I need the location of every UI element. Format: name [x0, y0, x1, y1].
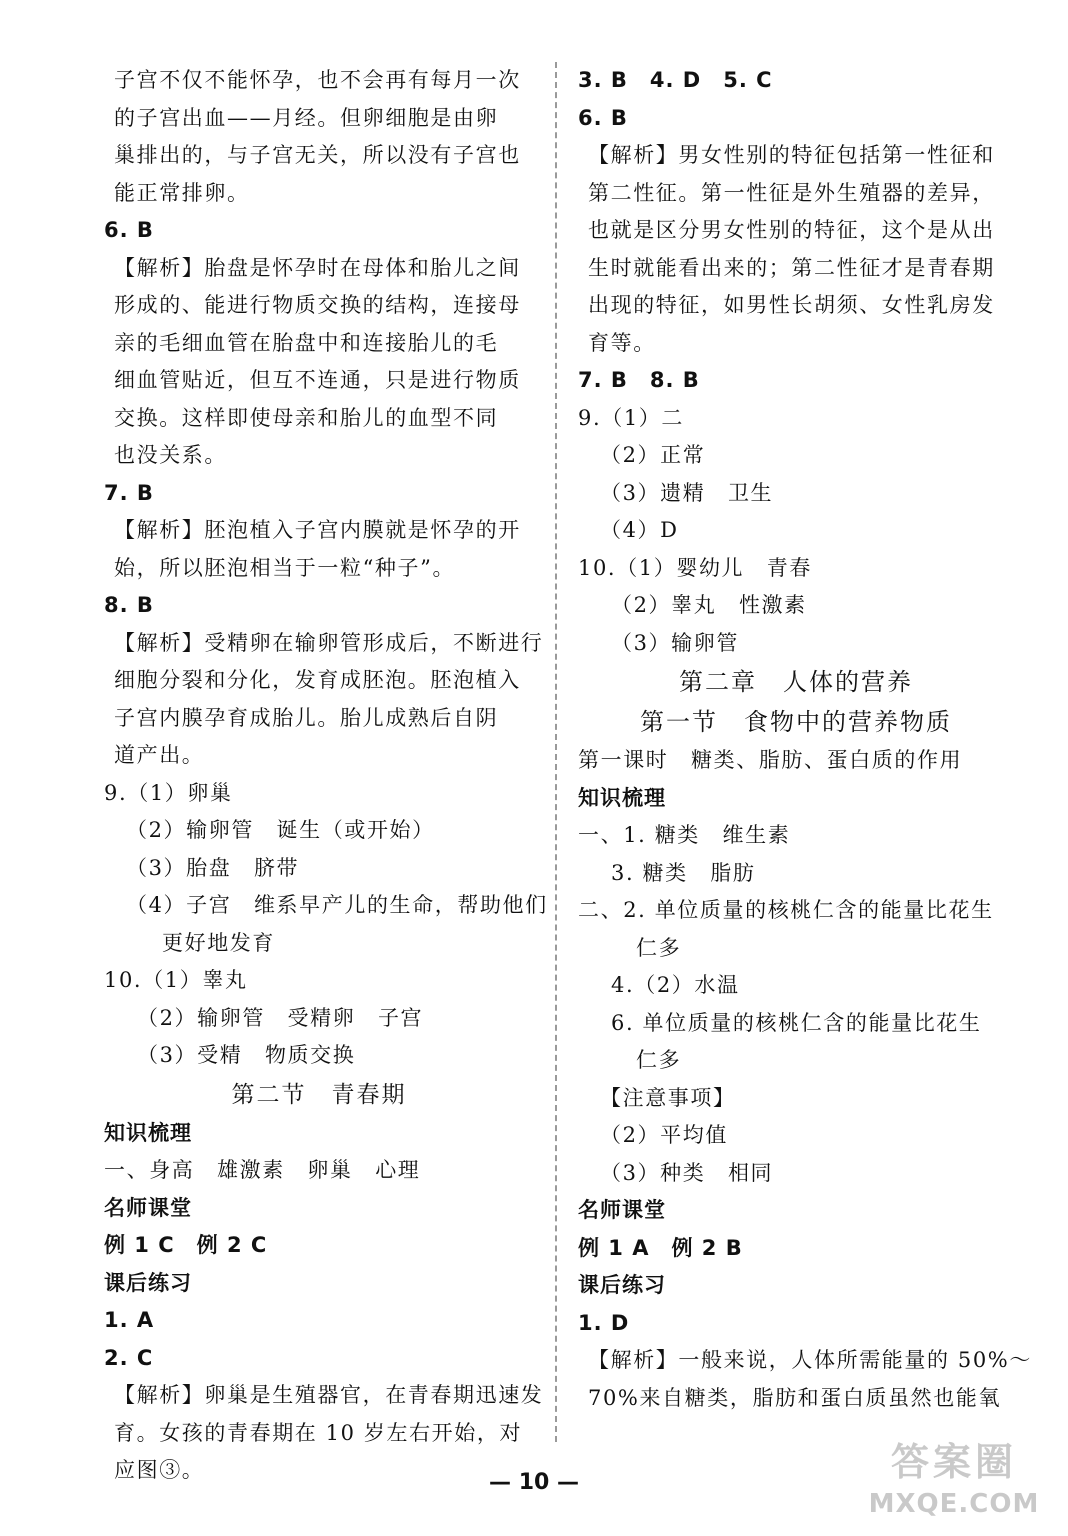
text-line: （4）子宫 维系早产儿的生命，帮助他们	[126, 893, 548, 917]
right-column	[578, 62, 1032, 1417]
text-line: 子宫内膜孕育成胎儿。胎儿成熟后自阴	[114, 705, 499, 730]
text-line: 70%来自糖类，脂肪和蛋白质虽然也能氧	[588, 1385, 1002, 1410]
column-divider	[555, 62, 557, 1442]
text-line: 育等。	[588, 330, 656, 355]
text-line: 【解析】胎盘是怀孕时在母体和胎儿之间	[114, 255, 521, 280]
text-line: 例 1 A 例 2 B	[578, 1235, 743, 1260]
text-line: 也没关系。	[114, 443, 227, 467]
text-line: 第二性征。第一性征是外生殖器的差异，	[588, 180, 995, 205]
text-line: （3）受精 物质交换	[137, 1043, 356, 1067]
text-line: 能正常排卵。	[114, 180, 250, 205]
text-line: 第二章 人体的营养	[679, 668, 913, 696]
text-line: 2. C	[104, 1345, 154, 1370]
text-line: 细胞分裂和分化，发育成胚泡。胚泡植入	[114, 668, 521, 692]
text-line: 名师课堂	[104, 1195, 192, 1220]
text-line: （2）睾丸 性激素	[611, 593, 807, 617]
text-line: 1. A	[104, 1308, 155, 1332]
text-line: 3. B 4. D 5. C	[578, 68, 773, 92]
watermark-logo: 答案圈	[890, 1440, 1017, 1484]
text-line: 10.（1）睾丸	[104, 968, 248, 992]
text-line: 名师课堂	[578, 1198, 666, 1222]
text-line: 9.（1）卵巢	[104, 780, 233, 805]
text-line: 10.（1）婴幼儿 青春	[578, 555, 812, 580]
text-line: 巢排出的，与子宫无关，所以没有子宫也	[114, 143, 521, 167]
text-line: （2）平均值	[600, 1123, 728, 1147]
text-line: 4.（2）水温	[611, 973, 740, 997]
text-line: 出现的特征，如男性长胡须、女性乳房发	[588, 293, 995, 317]
text-line: 生时就能看出来的；第二性征才是青春期	[588, 255, 995, 280]
text-line: 课后练习	[578, 1273, 666, 1297]
text-line: 亲的毛细血管在胎盘中和连接胎儿的毛	[114, 330, 499, 355]
text-line: 【解析】胚泡植入子宫内膜就是怀孕的开	[114, 518, 521, 542]
text-line: 子宫不仅不能怀孕，也不会再有每月一次	[114, 68, 521, 92]
text-line: 课后练习	[104, 1270, 192, 1295]
text-line: （2）输卵管 诞生（或开始）	[126, 818, 435, 842]
text-line: 始，所以胚泡相当于一粒“种子”。	[114, 555, 456, 580]
text-line: 第一节 食物中的营养物质	[640, 708, 952, 736]
text-line: 【解析】一般来说，人体所需能量的 50%～	[588, 1348, 1032, 1372]
text-line: （2）正常	[600, 443, 706, 467]
text-line: 【解析】卵巢是生殖器官，在青春期迅速发	[114, 1383, 544, 1407]
text-line: 仁多	[636, 1048, 682, 1072]
text-line: 的子宫出血——月经。但卵细胞是由卵	[114, 105, 499, 130]
text-line: 更好地发育	[162, 930, 275, 955]
left-column	[104, 62, 548, 1490]
text-line: 二、2. 单位质量的核桃仁含的能量比花生	[578, 898, 994, 922]
text-line: 9.（1）二	[578, 405, 684, 430]
text-line: 知识梳理	[104, 1120, 192, 1145]
text-line: 第二节 青春期	[231, 1081, 407, 1108]
text-line: （3）输卵管	[611, 630, 739, 655]
text-line: （3）种类 相同	[600, 1160, 774, 1185]
text-line: 细血管贴近，但互不连通，只是进行物质	[114, 368, 521, 392]
text-line: 形成的、能进行物质交换的结构，连接母	[114, 293, 521, 317]
text-line: 应图③。	[114, 1458, 205, 1482]
text-line: （3）胎盘 脐带	[126, 855, 300, 880]
text-line: （4）D	[600, 518, 679, 542]
text-line: 育。女孩的青春期在 10 岁左右开始，对	[114, 1420, 523, 1445]
text-line: 6. B	[104, 218, 154, 242]
text-line: （2）输卵管 受精卵 子宫	[137, 1005, 424, 1030]
text-line: 仁多	[636, 935, 682, 960]
text-line: 交换。这样即使母亲和胎儿的血型不同	[114, 405, 499, 430]
text-line: 知识梳理	[578, 785, 666, 810]
text-line: 6. 单位质量的核桃仁含的能量比花生	[611, 1010, 982, 1035]
text-line: 第一课时 糖类、脂肪、蛋白质的作用	[578, 748, 963, 772]
text-line: 例 1 C 例 2 C	[104, 1233, 268, 1257]
watermark	[854, 1436, 1054, 1526]
text-line: 也就是区分男女性别的特征，这个是从出	[588, 218, 995, 242]
text-line: 6. B	[578, 105, 628, 130]
page-number: — 10 —	[489, 1470, 579, 1495]
text-line: 【解析】男女性别的特征包括第一性征和	[588, 143, 995, 167]
text-line: （3）遗精 卫生	[600, 480, 774, 505]
text-line: 【注意事项】	[600, 1085, 736, 1110]
text-line: 一、1. 糖类 维生素	[578, 823, 791, 847]
text-line: 1. D	[578, 1310, 630, 1335]
watermark-domain: MXQE.COM	[868, 1489, 1040, 1519]
text-line: 【解析】受精卵在输卵管形成后，不断进行	[114, 630, 544, 655]
text-line: 道产出。	[114, 743, 205, 767]
text-line: 3. 糖类 脂肪	[611, 860, 756, 885]
text-line: 7. B 8. B	[578, 368, 700, 392]
text-line: 7. B	[104, 480, 154, 505]
text-line: 一、身高 雄激素 卵巢 心理	[104, 1158, 421, 1182]
text-line: 8. B	[104, 593, 154, 617]
